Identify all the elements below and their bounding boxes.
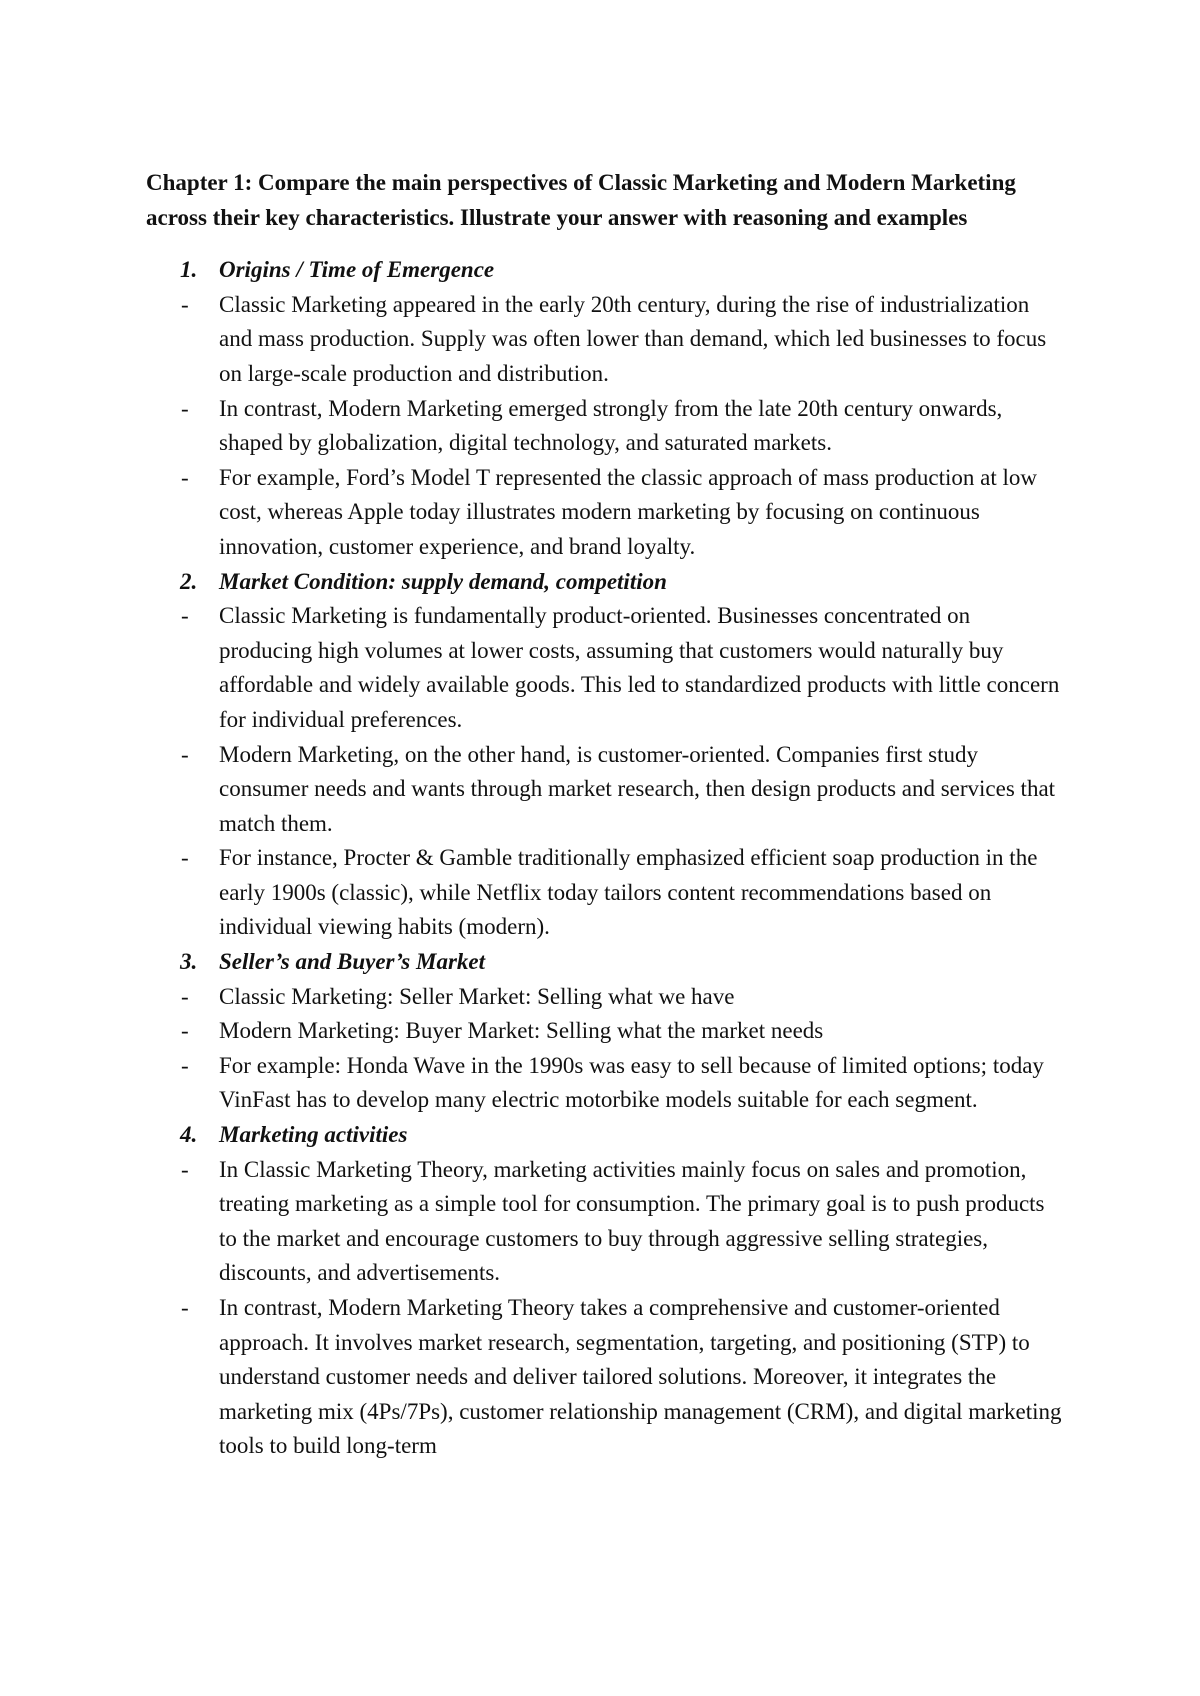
bullet-dash: - [181, 741, 189, 767]
bullet-text: Classic Marketing: Seller Market: Selling what we have [219, 983, 735, 1009]
bullet-text: For example: Honda Wave in the 1990s was easy to sell because of limited options; today VinFast has to develop many electric motorbike models suitable for each segment. [219, 1052, 1044, 1113]
bullet-text: Modern Marketing: Buyer Market: Selling what the market needs [219, 1018, 824, 1044]
list-item [146, 1153, 1068, 1291]
section-title: Market Condition: supply demand, competition [219, 568, 667, 594]
document-content [146, 166, 1068, 1464]
bullet-dash: - [181, 1018, 189, 1044]
chapter-title: Chapter 1: Compare the main perspectives of Classic Marketing and Modern Marketing across their key characteristics. Illustrate your answer with reasoning and examples [146, 170, 1016, 230]
bullet-dash: - [181, 395, 189, 421]
bullet-dash: - [181, 291, 189, 317]
section-title: Origins / Time of Emergence [219, 257, 495, 283]
bullet-dash: - [181, 464, 189, 490]
section-bullets-marketing-activities [146, 1153, 1068, 1464]
section-bullets-sellers-buyers-market [146, 980, 1068, 1118]
bullet-dash: - [181, 845, 189, 871]
list-item [146, 288, 1068, 392]
list-item [146, 1291, 1068, 1464]
section-heading-origins [146, 253, 1068, 288]
bullet-dash: - [181, 603, 189, 629]
bullet-text: Modern Marketing, on the other hand, is customer-oriented. Companies first study consumer needs and wants through market research, then design products and services that match them. [219, 741, 1056, 836]
section-title: Seller’s and Buyer’s Market [219, 949, 485, 975]
bullet-text: For instance, Procter & Gamble traditionally emphasized efficient soap production in the early 1900s (classic), while Netflix today tailors content recommendations based on individual viewing habits (modern). [219, 845, 1038, 940]
list-item [146, 599, 1068, 737]
bullet-text: In contrast, Modern Marketing Theory takes a comprehensive and customer-oriented approach. It involves market research, segmentation, targeting, and positioning (STP) to understand customer needs and deliver tailored solutions. Moreover, it integrates the marketing mix (4Ps/7Ps), customer relationship management (CRM), and digital marketing tools to build long-term [219, 1295, 1062, 1459]
section-heading-market-condition [146, 565, 1068, 600]
bullet-text: In Classic Marketing Theory, marketing activities mainly focus on sales and promotion, treating marketing as a simple tool for consumption. The primary goal is to push products to the market and encourage customers to buy through aggressive selling strategies, discounts, and advertisements. [219, 1156, 1045, 1286]
section-number: 3. [180, 949, 198, 975]
bullet-dash: - [181, 1295, 189, 1320]
section-title: Marketing activities [219, 1122, 408, 1148]
section-bullets-market-condition [146, 599, 1068, 945]
section-heading-sellers-buyers-market [146, 945, 1068, 980]
section-number: 4. [180, 1122, 198, 1148]
section-number: 1. [180, 257, 198, 283]
list-item [146, 841, 1068, 945]
bullet-dash: - [181, 1052, 189, 1078]
list-item [146, 392, 1068, 461]
section-heading-marketing-activities [146, 1118, 1068, 1153]
list-item [146, 738, 1068, 842]
bullet-text: Classic Marketing appeared in the early 20th century, during the rise of industrialization and mass production. Supply was often lower than demand, which led businesses to focus on large-scale production and distribution. [219, 291, 1047, 386]
list-item [146, 461, 1068, 565]
bullet-text: For example, Ford’s Model T represented the classic approach of mass production at low cost, whereas Apple today illustrates modern marketing by focusing on continuous innovation, customer experience, and brand loyalty. [219, 464, 1038, 559]
bullet-dash: - [181, 1156, 189, 1182]
bullet-text: In contrast, Modern Marketing emerged strongly from the late 20th century onwards, shaped by globalization, digital technology, and saturated markets. [219, 395, 1003, 456]
list-item [146, 1014, 1068, 1049]
section-number: 2. [180, 568, 198, 594]
list-item [146, 980, 1068, 1015]
bullet-text: Classic Marketing is fundamentally product-oriented. Businesses concentrated on producing high volumes at lower costs, assuming that customers would naturally buy affordable and widely available goods. This led to standardized products with little concern for individual preferences. [219, 603, 1060, 732]
list-item [146, 1049, 1068, 1118]
section-bullets-origins [146, 288, 1068, 565]
bullet-dash: - [181, 983, 189, 1009]
